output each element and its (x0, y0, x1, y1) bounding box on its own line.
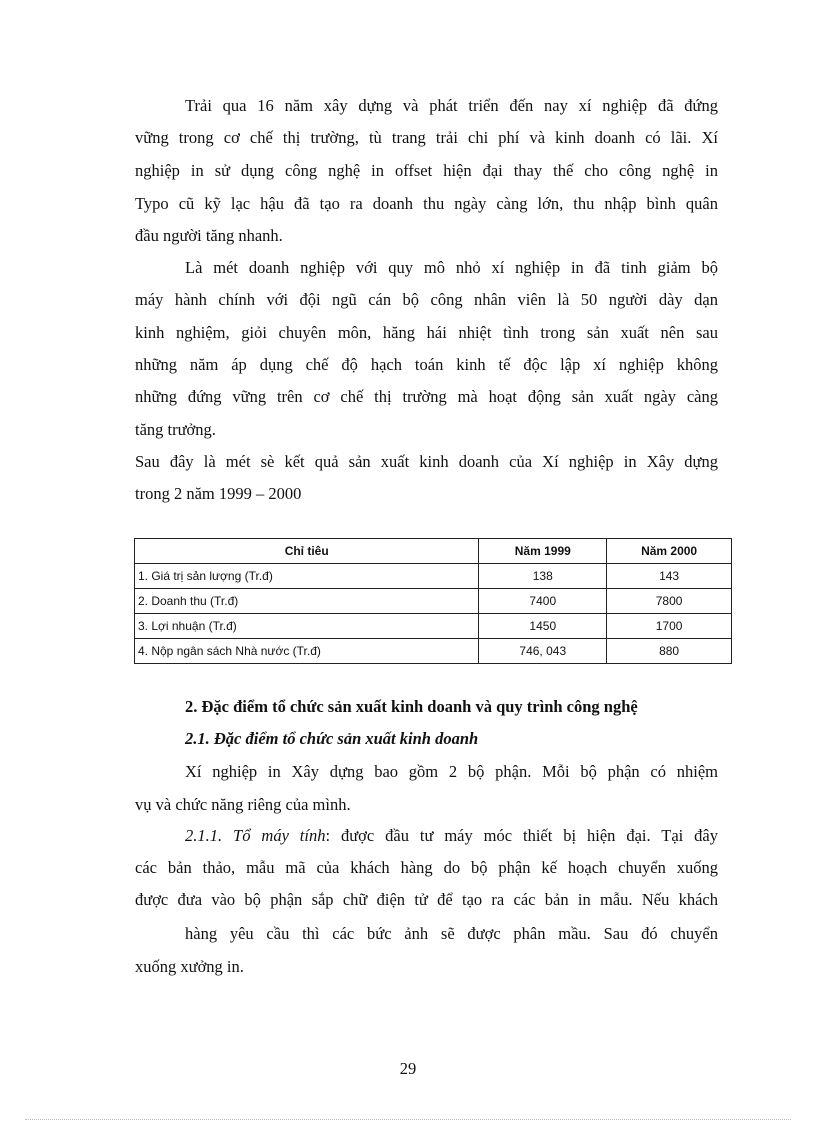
header-year-2000: Năm 2000 (607, 539, 732, 564)
row-label: 1. Giá trị sản lượng (Tr.đ) (135, 564, 479, 589)
value-1999: 138 (479, 564, 607, 589)
header-indicator: Chỉ tiêu (135, 539, 479, 564)
paragraph-4-line-2: vụ và chức năng riêng của mình. (135, 795, 351, 814)
paragraph-5-line-3: được đưa vào bộ phận sắp chữ điện tử để tạo ra các bản in mẫu. Nếu khách (135, 890, 718, 909)
value-2000: 880 (607, 639, 732, 664)
paragraph-2-line-5: những đứng vững trên cơ chế thị trường mà hoạt động sản xuất ngày càng (135, 387, 718, 406)
paragraph-1-line-3: nghiệp in sử dụng công nghệ in offset hiện đại thay thế cho công nghệ in (135, 161, 718, 180)
table-header-row (135, 539, 732, 564)
paragraph-5-line-4: hàng yêu cầu thì các bức ảnh sẽ được phân mầu. Sau đó chuyển (185, 924, 718, 943)
paragraph-5-line-5: xuống xưởng in. (135, 957, 244, 976)
paragraph-1-line-5: đầu người tăng nhanh. (135, 226, 283, 245)
table-row (135, 564, 732, 589)
row-label: 2. Doanh thu (Tr.đ) (135, 589, 479, 614)
paragraph-3-line-2: trong 2 năm 1999 – 2000 (135, 484, 302, 503)
paragraph-1-line-1: Trải qua 16 năm xây dựng và phát triển đến nay xí nghiệp đã đứng (185, 96, 718, 115)
table-row (135, 614, 732, 639)
paragraph-2-line-4: những năm áp dụng chế độ hạch toán kinh tế độc lập xí nghiệp không (135, 355, 718, 374)
paragraph-2-line-3: kinh nghiệm, giỏi chuyên môn, hăng hái nhiệt tình trong sản xuất nên sau (135, 323, 718, 342)
value-2000: 7800 (607, 589, 732, 614)
paragraph-2-line-1: Là mét doanh nghiệp với quy mô nhỏ xí nghiệp in đã tinh giảm bộ (185, 258, 718, 277)
paragraph-2-line-6: tăng trưởng. (135, 420, 216, 439)
value-1999: 7400 (479, 589, 607, 614)
value-1999: 1450 (479, 614, 607, 639)
table-row (135, 589, 732, 614)
paragraph-5-line-1 (185, 826, 718, 846)
paragraph-4-line-1: Xí nghiệp in Xây dựng bao gồm 2 bộ phận. Mỗi bộ phận có nhiệm (185, 762, 718, 781)
row-label: 4. Nộp ngân sách Nhà nước (Tr.đ) (135, 639, 479, 664)
value-2000: 143 (607, 564, 732, 589)
section-subheading: 2.1. Đặc điểm tổ chức sản xuất kinh doanh (185, 729, 479, 748)
page-number: 29 (399, 1059, 417, 1078)
paragraph-5-line-2: các bản thảo, mẫu mã của khách hàng do bộ phận kế hoạch chuyển xuống (135, 858, 718, 877)
header-year-1999: Năm 1999 (479, 539, 607, 564)
paragraph-1-line-2: vững trong cơ chế thị trường, tù trang trải chi phí và kinh doanh có lãi. Xí (135, 128, 718, 147)
subsection-label: 2.1.1. Tổ máy tính (185, 826, 326, 845)
results-table (134, 538, 732, 664)
table-row (135, 639, 732, 664)
paragraph-1-line-4: Typo cũ kỹ lạc hậu đã tạo ra doanh thu ngày càng lớn, thu nhập bình quân (135, 194, 718, 213)
value-1999: 746, 043 (479, 639, 607, 664)
row-label: 3. Lợi nhuận (Tr.đ) (135, 614, 479, 639)
paragraph-3-line-1: Sau đây là mét sè kết quả sản xuất kinh doanh của Xí nghiệp in Xây dựng (135, 452, 718, 471)
paragraph-5-line-1-text: : được đầu tư máy móc thiết bị hiện đại. Tại đây (325, 826, 718, 845)
value-2000: 1700 (607, 614, 732, 639)
paragraph-2-line-2: máy hành chính với đội ngũ cán bộ công nhân viên là 50 người dày dạn (135, 290, 718, 309)
page-bottom-divider (25, 1119, 791, 1120)
section-heading: 2. Đặc điểm tổ chức sản xuất kinh doanh và quy trình công nghệ (185, 697, 638, 716)
